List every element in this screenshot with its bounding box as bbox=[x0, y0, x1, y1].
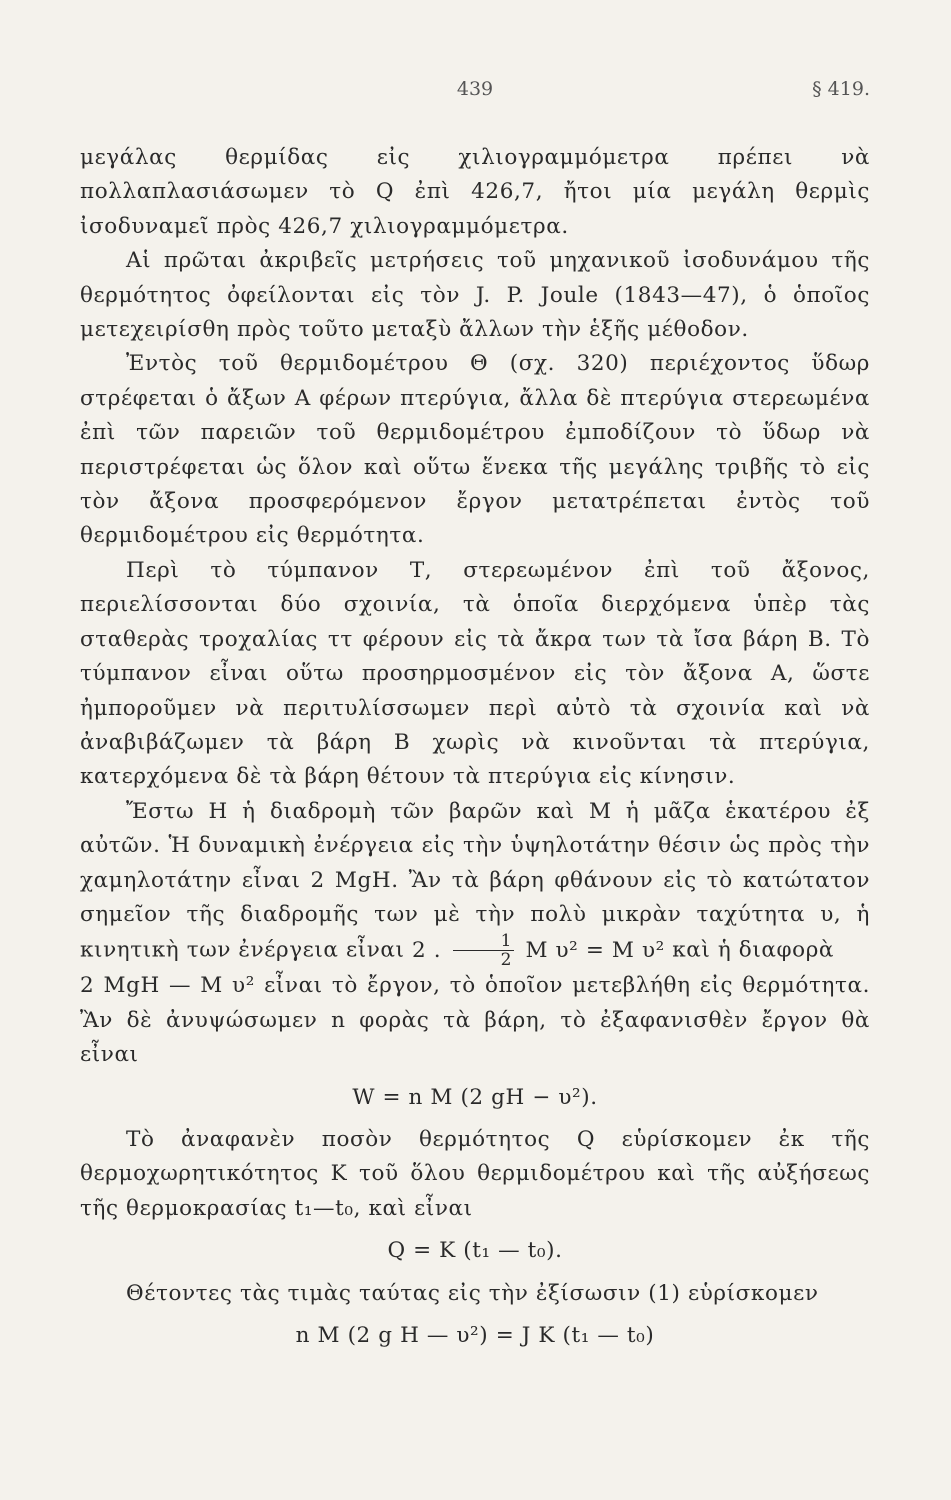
work-equation: W = n M (2 gH − υ²). bbox=[352, 1084, 598, 1110]
fraction-numerator: 1 bbox=[453, 932, 514, 951]
kinetic-rest: M υ² = M υ² bbox=[525, 937, 665, 963]
paragraph-1: μεγάλας θερμίδας εἰς χιλιογραμμόμετρα πρέπει νὰ πολλαπλασιάσωμεν τὸ Q ἐπὶ 426,7, ἤτοι μία μεγάλη θερμὶς ἰσοδυναμεῖ πρὸς 426,7 χιλιογραμμόμετρα. bbox=[80, 145, 870, 239]
kinetic-prefix: 2 . bbox=[412, 937, 442, 963]
fraction-denominator: 2 bbox=[500, 950, 513, 971]
paragraph-3: Ἐντὸς τοῦ θερμιδομέτρου Θ (σχ. 320) περιέχοντος ὕδωρ στρέφεται ὁ ἄξων Α φέρων πτερύγια, ἄλλα δὲ πτερύγια στερεωμένα ἐπὶ τῶν παρειῶν τοῦ θερμιδομέτρου ἐμποδίζουν τὸ ὕδωρ νὰ περιστρέφεται ὡς ὅλον καὶ οὕτω ἕνεκα τῆς μεγάλης τριβῆς τὸ εἰς τὸν ἄξονα προσφερόμενον ἔργον μετατρέπεται ἐντὸς τοῦ θερμιδομέτρου εἰς θερμότητα. bbox=[80, 351, 870, 549]
paragraph-4: Περὶ τὸ τύμπανον Τ, στερεωμένον ἐπὶ τοῦ ἄξονος, περιελίσσονται δύο σχοινία, τὰ ὁποῖα διερχόμενα ὑπὲρ τὰς σταθερὰς τροχαλίας ττ φέρουν εἰς τὰ ἄκρα των τὰ ἴσα βάρη Β. Τὸ τύμπανον εἶναι οὕτω προσηρμοσμένον εἰς τὸν ἄξονα Α, ὥστε ἠμποροῦμεν νὰ περιτυλίσσωμεν περὶ αὐτὸ τὰ σχοινία καὶ νὰ ἀναβιβάζωμεν τὰ βάρη Β χωρὶς νὰ κινοῦνται τὰ πτερύγια, κατερχόμενα δὲ τὰ βάρη θέτουν τὰ πτερύγια εἰς κίνησιν. bbox=[80, 557, 870, 790]
kinetic-suffix: καὶ ἡ διαφορὰ bbox=[672, 937, 835, 963]
body-text bbox=[80, 141, 870, 1361]
section-number: § 419. bbox=[812, 78, 870, 100]
final-equation: n M (2 g H — υ²) = J K (t₁ — t₀) bbox=[295, 1323, 655, 1348]
paragraph-5 bbox=[80, 795, 870, 970]
paragraph-8: Θέτοντες τὰς τιμὰς ταύτας εἰς τὴν ἐξίσωσιν (1) εὑρίσκομεν bbox=[126, 1280, 819, 1306]
kinetic-energy-formula bbox=[412, 931, 672, 971]
paragraph-2: Αἱ πρῶται ἀκριβεῖς μετρήσεις τοῦ μηχανικοῦ ἰσοδυνάμου τῆς θερμότητος ὀφείλονται εἰς τὸν J. P. Joule (1843—47), ὁ ὁποῖος μετεχειρίσθη πρὸς τοῦτο μεταξὺ ἄλλων τὴν ἑξῆς μέθοδον. bbox=[80, 248, 870, 343]
heat-equation: Q = K (t₁ — t₀). bbox=[387, 1238, 563, 1264]
page-number: 439 bbox=[456, 78, 494, 100]
paragraph-5-text: Ἔστω Η ἡ διαδρομὴ τῶν βαρῶν καὶ Μ ἡ μᾶζα ἑκατέρου ἐξ αὐτῶν. Ἡ δυναμικὴ ἐνέργεια εἰς τὴν ὑψηλοτάτην θέσιν ὡς πρὸς τὴν χαμηλοτάτην εἶναι 2 MgH. Ἂν τὰ βάρη φθάνουν εἰς τὸ κατώτατον σημεῖον τῆς διαδρομῆς των μὲ τὴν πολὺ μικρὰν ταχύτητα υ, ἡ κινητικὴ των ἐνέργεια εἶναι bbox=[80, 798, 870, 963]
paragraph-6: 2 MgH — M υ² εἶναι τὸ ἔργον, τὸ ὁποῖον μετεβλήθη εἰς θερμότητα. Ἂν δὲ ἀνυψώσωμεν n φορὰς τὰ βάρη, τὸ ἐξαφανισθὲν ἔργον θὰ εἶναι bbox=[80, 973, 870, 1068]
one-half-fraction bbox=[453, 932, 514, 969]
page-header bbox=[80, 78, 870, 106]
paragraph-7: Τὸ ἀναφανὲν ποσὸν θερμότητος Q εὑρίσκομεν ἐκ τῆς θερμοχωρητικότητος Κ τοῦ ὅλου θερμιδομέτρου καὶ τῆς αὐξήσεως τῆς θερμοκρασίας t₁—t₀, καὶ εἶναι bbox=[80, 1126, 870, 1221]
